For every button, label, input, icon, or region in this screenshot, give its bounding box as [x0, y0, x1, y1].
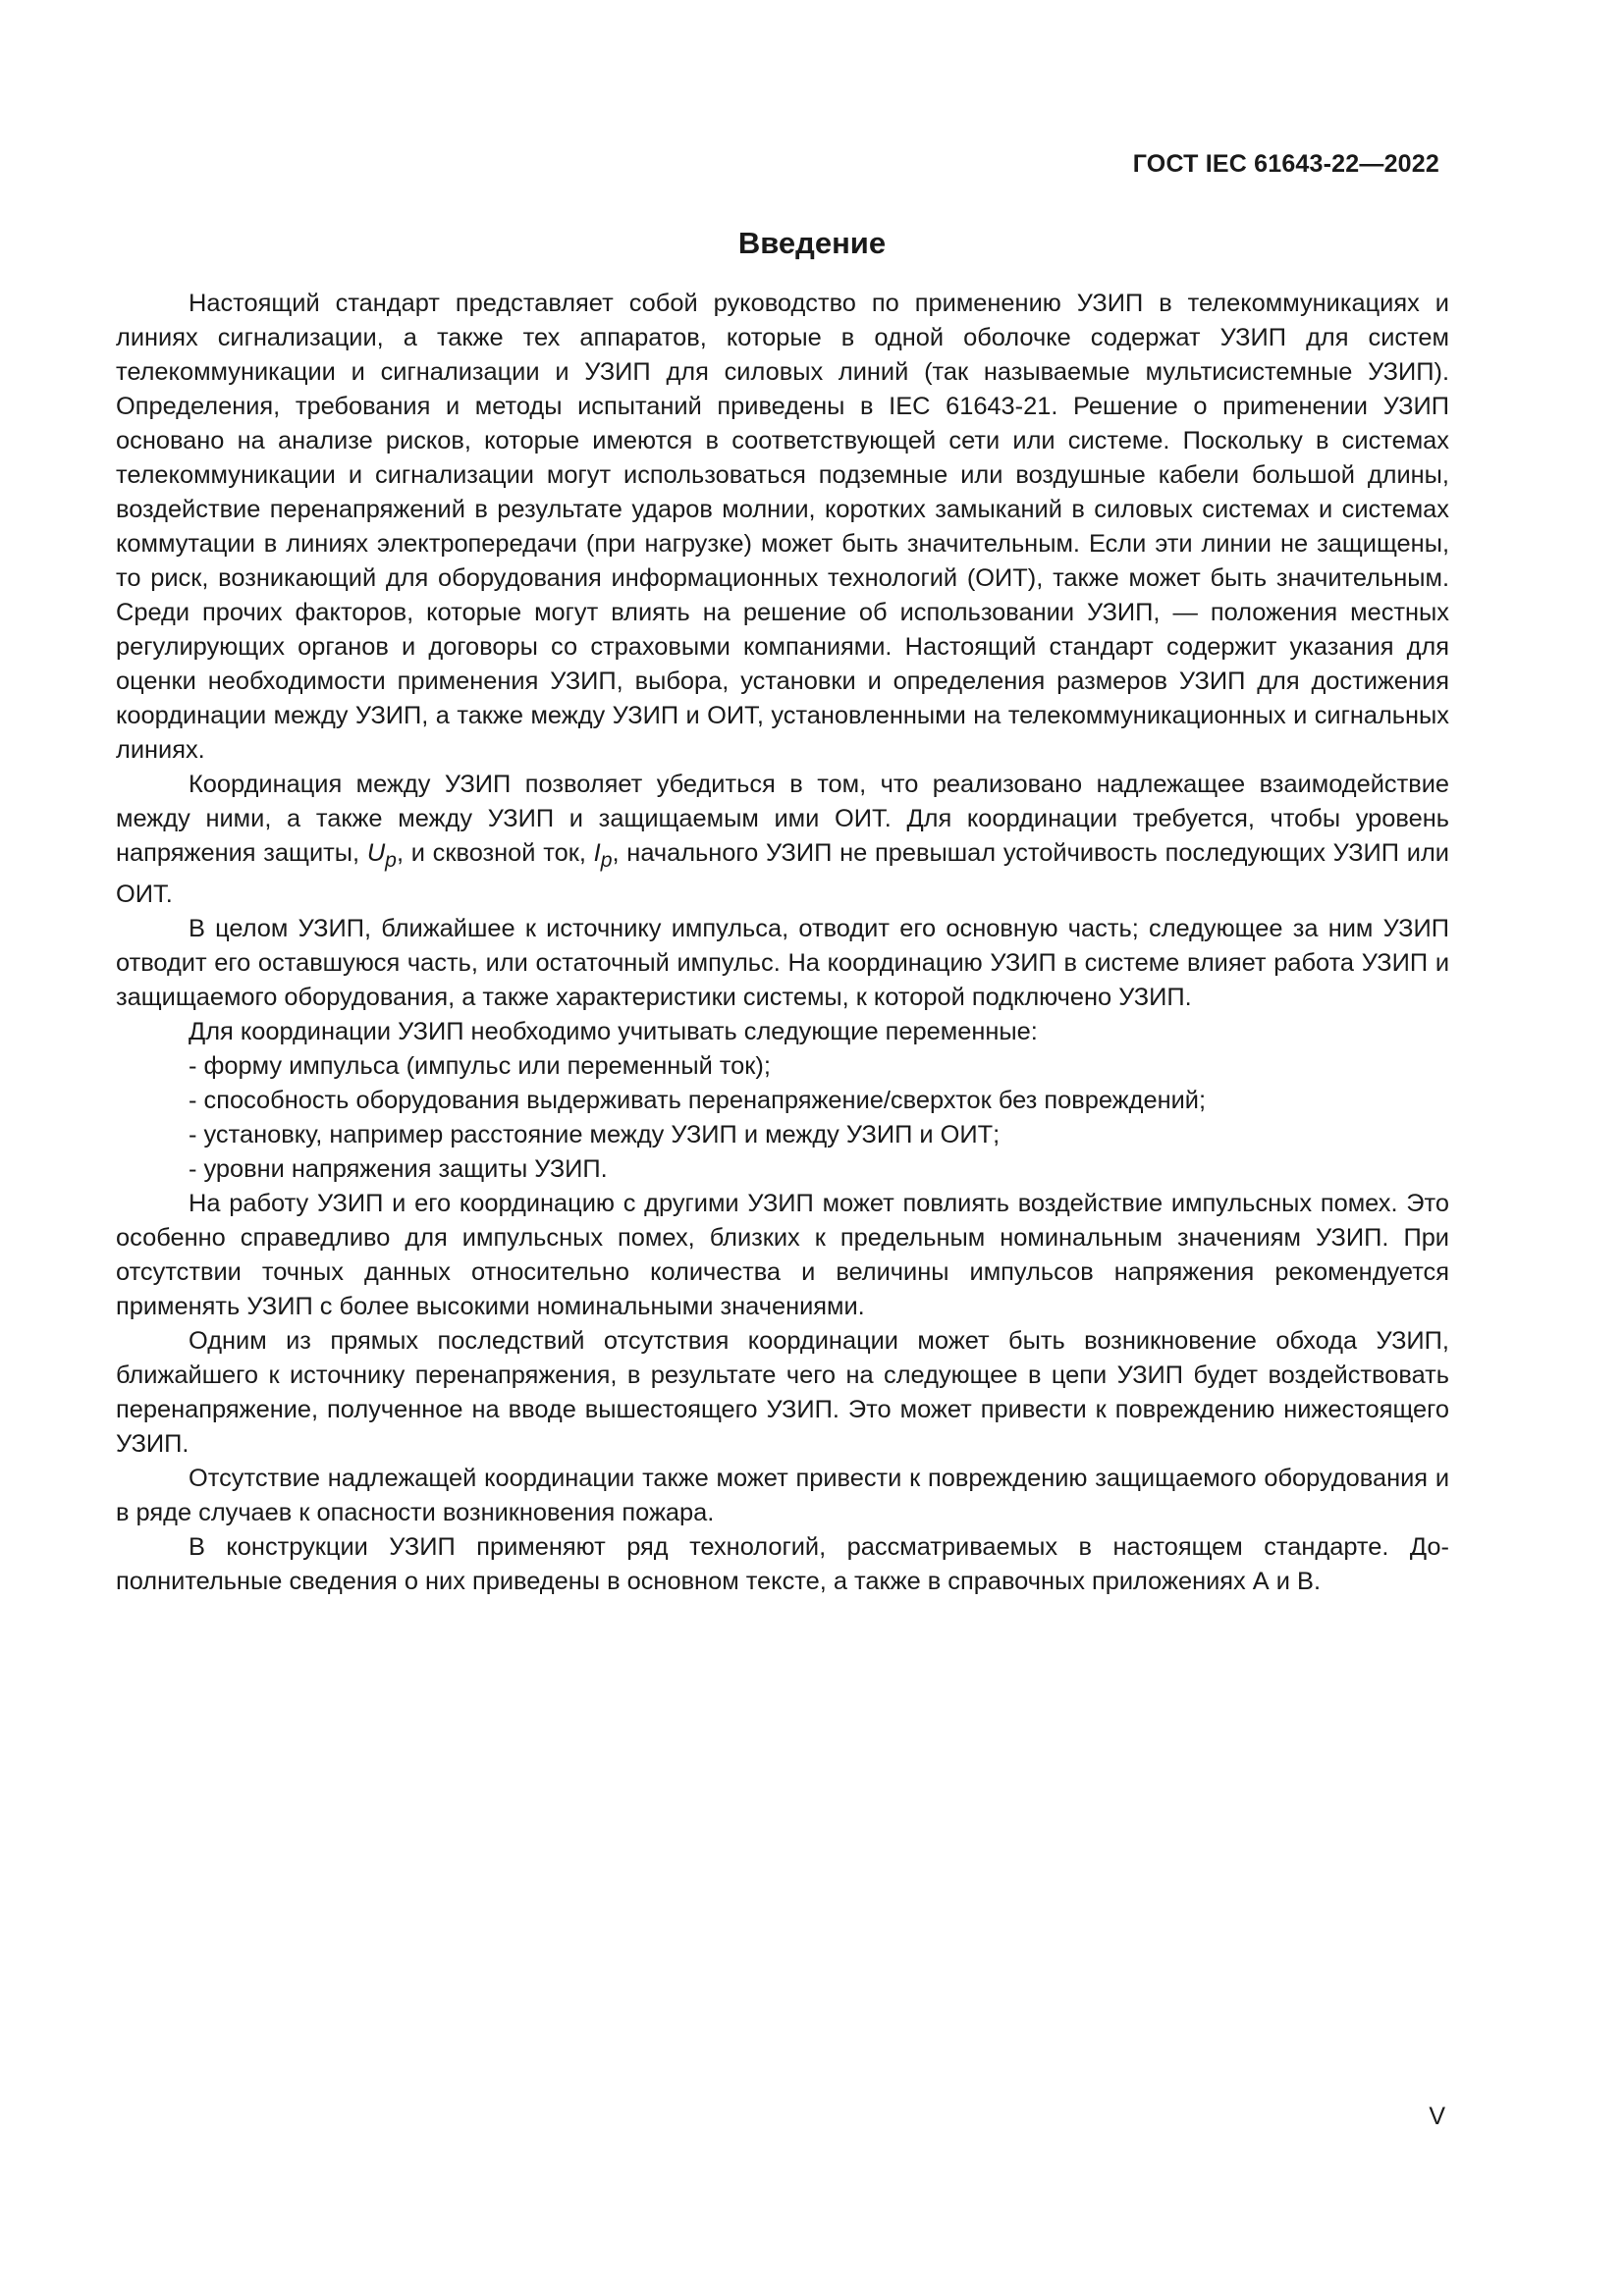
- list-item: - форму импульса (импульс или переменный ток);: [189, 1052, 771, 1081]
- symbol-i-subscript: p: [600, 849, 613, 873]
- list-item: - способность оборудования выдерживать перенапряжение/сверхток без повреждений;: [189, 1087, 1207, 1115]
- symbol-u-subscript: p: [385, 849, 397, 873]
- paragraph-3: В целом УЗИП, ближайшее к источнику импульса, отводит его основную часть; следующее за ним УЗИП отводит его оставшуюся часть, или остаточный импульс. На координацию УЗИП в системе влияет работа УЗИП и защищаемого оборудования, а также характеристики системы, к которой подключено УЗИП.: [116, 915, 1449, 1012]
- paragraph-2-text-b: , и сквозной ток,: [396, 839, 594, 867]
- paragraph-2-text-c: , начального УЗИП не превышал устойчивость последующих УЗИП или ОИТ.: [116, 839, 1449, 909]
- document-body: [116, 287, 1449, 1599]
- list-item: - уровни напряжения защиты УЗИП.: [189, 1155, 608, 1184]
- paragraph-5: На работу УЗИП и его координацию с другими УЗИП может повлиять воздействие импульсных помех. Это особенно справедливо для импульсных помех, близких к предельным номинальным значениям УЗИП. При отсутствии точных данных относительно количества и величины импульсов напряжения рекомендуется применять УЗИП с более высокими номинальными значениями.: [116, 1190, 1449, 1321]
- paragraph-2: [116, 768, 1449, 912]
- paragraph-8: В конструкции УЗИП применяют ряд технологий, рассматриваемых в настоящем стандарте. Дополнительные сведения о них приведены в основном тексте, а также в справочных приложениях А и В.: [116, 1533, 1449, 1596]
- section-title: Введение: [737, 226, 887, 260]
- paragraph-7: Отсутствие надлежащей координации также может привести к повреждению защищаемого оборудования и в ряде случаев к опасности возникновения пожара.: [116, 1465, 1449, 1527]
- symbol-u: U: [366, 839, 386, 867]
- symbol-i: I: [593, 839, 601, 867]
- paragraph-6: Одним из прямых последствий отсутствия координации может быть возникновение обхода УЗИП, ближайшего к источнику перенапряжения, в результате чего на следующее в цепи УЗИП будет воздействовать перенапряжение, полученное на вводе вышестоящего УЗИП. Это может привести к повреждению нижестоящего УЗИП.: [116, 1327, 1449, 1459]
- standard-code-header: ГОСТ IEC 61643-22—2022: [1132, 150, 1439, 178]
- paragraph-4: Для координации УЗИП необходимо учитывать следующие переменные:: [189, 1018, 1038, 1046]
- paragraph-2-text-a: Координация между УЗИП позволяет убедиться в том, что реализовано надлежащее взаимодействие между ними, а также между УЗИП и защищаемым ими ОИТ. Для координации требуется, чтобы уровень напряжения защиты,: [116, 771, 1449, 867]
- paragraph-1: Настоящий стандарт представляет собой руководство по применению УЗИП в телекоммуникациях и линиях сигнализации, а также тех аппаратов, которые в одной оболочке содержат УЗИП для систем телекоммуникации и сигнализации и УЗИП для силовых линий (так называемые мультисистемные УЗИП). Определения, требования и методы испытаний приведены в IEC 61643-21. Решение о приmенении УЗИП основано на анализе рисков, которые имеются в соответствующей сети или системе. Поскольку в системах телекоммуникации и сигнализации могут использоваться подземные или воздушные кабели большой длины, воздействие перенапряжений в результате ударов молнии, коротких замыканий в силовых системах и системах коммутации в линиях электропередачи (при нагрузке) может быть значительным. Если эти линии не защищены, то риск, возникающий для оборудования информационных технологий (ОИТ), также может быть значительным. Среди прочих факторов, которые могут влиять на решение об использовании УЗИП, — положения местных регулирующих органов и договоры со страховыми компаниями. Настоящий стандарт содержит указания для оценки необходимости применения УЗИП, выбора, установки и определения размеров УЗИП для достижения координации между УЗИП, а также между УЗИП и ОИТ, установленными на телекоммуникационных и сигнальных линиях.: [116, 290, 1449, 764]
- page-number: V: [1429, 2103, 1445, 2130]
- list-item: - установку, например расстояние между УЗИП и между УЗИП и ОИТ;: [189, 1121, 1001, 1149]
